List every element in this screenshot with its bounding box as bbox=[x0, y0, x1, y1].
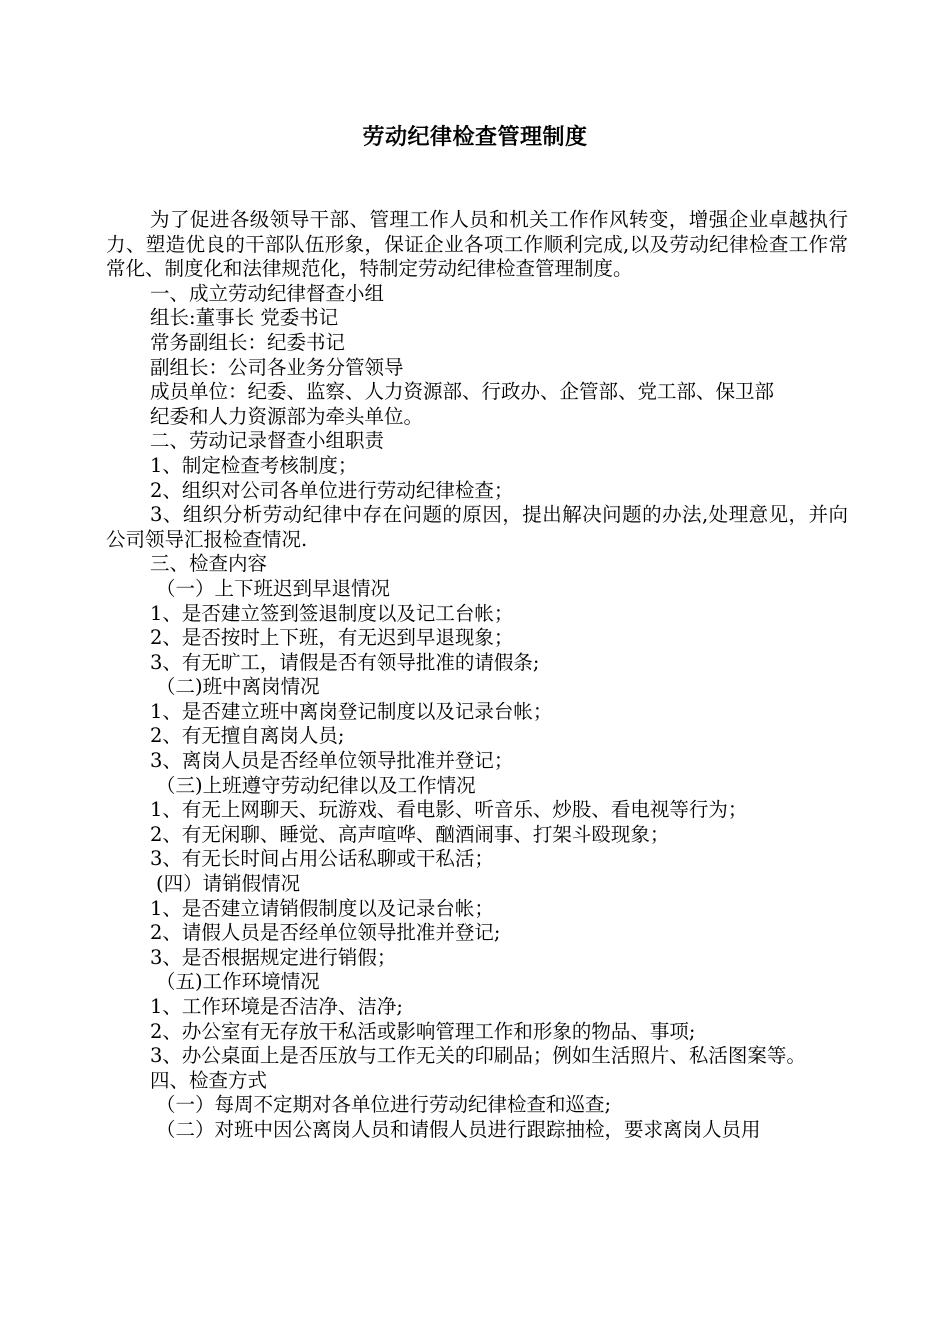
list-item: 1、工作环境是否洁净、洁净; bbox=[150, 995, 403, 1018]
intro-paragraph: 为了促进各级领导干部、管理工作人员和机关工作作风转变，增强企业卓越执行力、塑造优良的干部队伍形象，保证企业各项工作顺利完成,以及劳动纪律检查工作常常化、制度化和法律规范化，特制定劳动纪律检查管理制度。 bbox=[106, 208, 848, 281]
list-item: 3、办公桌面上是否压放与工作无关的印刷品；例如生活照片、私活图案等。 bbox=[150, 1044, 806, 1068]
document-title: 劳动纪律检查管理制度 bbox=[362, 124, 588, 150]
section-heading: 四、检查方式 bbox=[150, 1068, 268, 1092]
list-item: 3、有无旷工，请假是否有领导批准的请假条; bbox=[150, 650, 540, 674]
paragraph: 纪委和人力资源部为牵头单位。 bbox=[150, 404, 424, 428]
list-item: 2、请假人员是否经单位领导批准并登记; bbox=[150, 921, 501, 945]
subsection-heading: （二)班中离岗情况 bbox=[156, 675, 320, 699]
subsection-heading: （五)工作环境情况 bbox=[156, 970, 320, 994]
paragraph: 成员单位：纪委、监察、人力资源部、行政办、企管部、党工部、保卫部 bbox=[150, 380, 775, 404]
list-item: 2、办公室有无存放干私活或影响管理工作和形象的物品、事项; bbox=[150, 1019, 696, 1043]
section-heading: 三、检查内容 bbox=[150, 552, 268, 576]
list-item: 1、是否建立班中离岗登记制度以及记录台帐； bbox=[150, 699, 553, 723]
list-item: 1、是否建立请销假制度以及记录台帐； bbox=[150, 896, 494, 920]
list-item: 1、是否建立签到签退制度以及记工台帐； bbox=[150, 601, 514, 625]
list-item: 1、制定检查考核制度； bbox=[150, 453, 358, 477]
list-item: 3、有无长时间占用公话私聊或干私活； bbox=[150, 847, 494, 871]
section-heading: 一、成立劳动纪律督查小组 bbox=[150, 281, 385, 305]
list-item: 2、是否按时上下班，有无迟到早退现象； bbox=[150, 626, 514, 650]
subsection-heading: （三)上班遵守劳动纪律以及工作情况 bbox=[156, 773, 476, 797]
paragraph: 常务副组长：纪委书记 bbox=[150, 330, 346, 354]
list-item: 3、组织分析劳动纪律中存在问题的原因，提出解决问题的办法,处理意见，并向公司领导汇报检查情况. bbox=[106, 503, 848, 551]
subsection-heading: (四）请销假情况 bbox=[156, 872, 301, 896]
list-item: 2、有无闲聊、睡觉、高声喧哗、酗酒闹事、打架斗殴现象； bbox=[150, 822, 670, 846]
list-item: 2、有无擅自离岗人员; bbox=[150, 724, 345, 748]
list-item: 1、有无上网聊天、玩游戏、看电影、听音乐、炒股、看电视等行为； bbox=[150, 798, 748, 822]
list-item: 3、是否根据规定进行销假； bbox=[150, 945, 397, 969]
document-body bbox=[106, 208, 848, 1143]
subsection-heading: （一）上下班迟到早退情况 bbox=[156, 576, 391, 600]
list-item: 2、组织对公司各单位进行劳动纪律检查； bbox=[150, 478, 514, 502]
section-heading: 二、劳动记录督查小组职责 bbox=[150, 429, 385, 453]
paragraph: 组长:董事长 党委书记 bbox=[150, 306, 339, 330]
list-item: （一）每周不定期对各单位进行劳动纪律检查和巡查; bbox=[156, 1093, 612, 1117]
list-item: 3、离岗人员是否经单位领导批准并登记； bbox=[150, 749, 514, 773]
paragraph: 副组长：公司各业务分管领导 bbox=[150, 355, 404, 379]
list-item: （二）对班中因公离岗人员和请假人员进行跟踪抽检，要求离岗人员用 bbox=[156, 1117, 761, 1141]
